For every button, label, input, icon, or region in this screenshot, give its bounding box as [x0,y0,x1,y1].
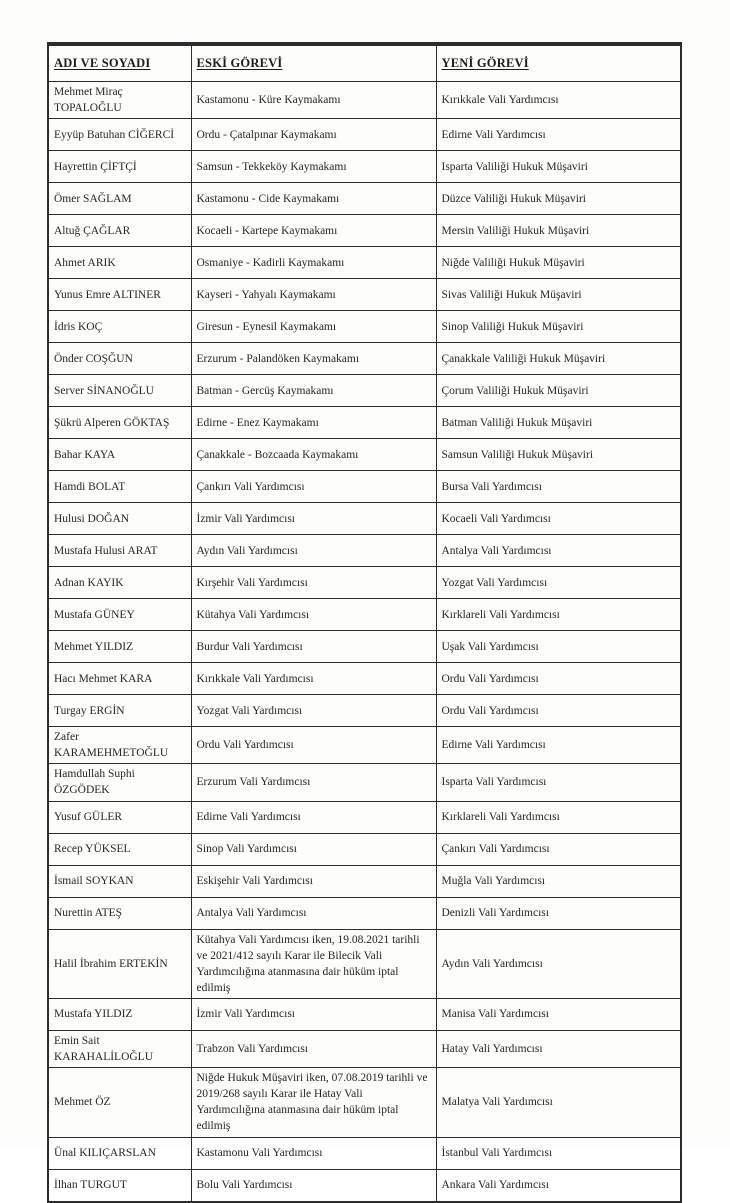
table-row [48,1068,681,1137]
name-cell: Hacı Mehmet KARA [48,663,191,695]
old-duty-cell: Çankırı Vali Yardımcısı [191,471,436,503]
header-old-duty-label: ESKİ GÖREVİ [196,56,283,70]
header-name [48,44,191,82]
new-duty-cell: Ankara Vali Yardımcısı [436,1169,681,1202]
name-cell: Hayrettin ÇİFTÇİ [48,151,191,183]
new-duty-cell: Mersin Valiliği Hukuk Müşaviri [436,215,681,247]
new-duty-cell: Aydın Vali Yardımcısı [436,929,681,998]
new-duty-cell: Hatay Vali Yardımcısı [436,1030,681,1067]
new-duty-cell: Ordu Vali Yardımcısı [436,663,681,695]
name-cell: İsmail SOYKAN [48,865,191,897]
old-duty-cell: Ordu - Çatalpınar Kaymakamı [191,119,436,151]
name-cell: Hamdullah Suphi ÖZGÖDEK [48,764,191,801]
old-duty-cell: Kütahya Vali Yardımcısı iken, 19.08.2021 tarihli ve 2021/412 sayılı Karar ile Bilecik Vali Yardımcılığına atanmasına dair hüküm iptal edilmiş [191,929,436,998]
table-row [48,833,681,865]
new-duty-cell: Samsun Valiliği Hukuk Müşaviri [436,439,681,471]
name-cell: Eyyüp Batuhan CİĞERCİ [48,119,191,151]
table-row [48,215,681,247]
table-row [48,567,681,599]
header-new-duty-label: YENİ GÖREVİ [441,56,529,70]
table-row [48,727,681,764]
name-cell: Ömer SAĞLAM [48,183,191,215]
old-duty-cell: Çanakkale - Bozcaada Kaymakamı [191,439,436,471]
new-duty-cell: Muğla Vali Yardımcısı [436,865,681,897]
old-duty-cell: Giresun - Eynesil Kaymakamı [191,311,436,343]
table-row [48,535,681,567]
new-duty-cell: Isparta Valiliği Hukuk Müşaviri [436,151,681,183]
old-duty-cell: Kastamonu - Küre Kaymakamı [191,82,436,119]
name-cell: Önder COŞĞUN [48,343,191,375]
name-cell: Ünal KILIÇARSLAN [48,1137,191,1169]
table-row [48,503,681,535]
table-row [48,151,681,183]
table-row [48,407,681,439]
table-row [48,343,681,375]
table-row [48,279,681,311]
name-cell: Şükrü Alperen GÖKTAŞ [48,407,191,439]
new-duty-cell: Kırklareli Vali Yardımcısı [436,801,681,833]
name-cell: Halil İbrahim ERTEKİN [48,929,191,998]
name-cell: Ahmet ARIK [48,247,191,279]
name-cell: Mustafa Hulusi ARAT [48,535,191,567]
header-name-label: ADI VE SOYADI [54,56,151,70]
old-duty-cell: Bolu Vali Yardımcısı [191,1169,436,1202]
old-duty-cell: Kastamonu - Cide Kaymakamı [191,183,436,215]
old-duty-cell: Niğde Hukuk Müşaviri iken, 07.08.2019 tarihli ve 2019/268 sayılı Karar ile Hatay Vali Yardımcılığına atanmasına dair hüküm iptal edilmiş [191,1068,436,1137]
old-duty-cell: Edirne - Enez Kaymakamı [191,407,436,439]
table-row [48,897,681,929]
new-duty-cell: Kocaeli Vali Yardımcısı [436,503,681,535]
new-duty-cell: Malatya Vali Yardımcısı [436,1068,681,1137]
table-row [48,695,681,727]
name-cell: Recep YÜKSEL [48,833,191,865]
name-cell: Bahar KAYA [48,439,191,471]
name-cell: Emin Sait KARAHALİLOĞLU [48,1030,191,1067]
old-duty-cell: Kastamonu Vali Yardımcısı [191,1137,436,1169]
old-duty-cell: Antalya Vali Yardımcısı [191,897,436,929]
old-duty-cell: Burdur Vali Yardımcısı [191,631,436,663]
table-row [48,631,681,663]
new-duty-cell: Çorum Valiliği Hukuk Müşaviri [436,375,681,407]
old-duty-cell: Trabzon Vali Yardımcısı [191,1030,436,1067]
old-duty-cell: Kırşehir Vali Yardımcısı [191,567,436,599]
new-duty-cell: Kırklareli Vali Yardımcısı [436,599,681,631]
table-row [48,119,681,151]
old-duty-cell: Osmaniye - Kadirli Kaymakamı [191,247,436,279]
table-row [48,929,681,998]
old-duty-cell: Kocaeli - Kartepe Kaymakamı [191,215,436,247]
name-cell: İlhan TURGUT [48,1169,191,1202]
new-duty-cell: Kırıkkale Vali Yardımcısı [436,82,681,119]
name-cell: Mehmet YILDIZ [48,631,191,663]
assignments-table [47,42,682,1203]
new-duty-cell: Sivas Valiliği Hukuk Müşaviri [436,279,681,311]
table-row [48,183,681,215]
name-cell: İdris KOÇ [48,311,191,343]
name-cell: Hamdi BOLAT [48,471,191,503]
table-row [48,82,681,119]
name-cell: Altuğ ÇAĞLAR [48,215,191,247]
table-row [48,998,681,1030]
new-duty-cell: Ordu Vali Yardımcısı [436,695,681,727]
name-cell: Mustafa GÜNEY [48,599,191,631]
name-cell: Mustafa YILDIZ [48,998,191,1030]
new-duty-cell: Uşak Vali Yardımcısı [436,631,681,663]
header-new-duty [436,44,681,82]
old-duty-cell: Edirne Vali Yardımcısı [191,801,436,833]
name-cell: Nurettin ATEŞ [48,897,191,929]
new-duty-cell: Denizli Vali Yardımcısı [436,897,681,929]
name-cell: Adnan KAYIK [48,567,191,599]
old-duty-cell: Ordu Vali Yardımcısı [191,727,436,764]
old-duty-cell: Samsun - Tekkeköy Kaymakamı [191,151,436,183]
table-row [48,471,681,503]
table-row [48,1030,681,1067]
new-duty-cell: Edirne Vali Yardımcısı [436,119,681,151]
table-row [48,1137,681,1169]
table-row [48,801,681,833]
new-duty-cell: Edirne Vali Yardımcısı [436,727,681,764]
header-old-duty [191,44,436,82]
name-cell: Turgay ERGİN [48,695,191,727]
table-row [48,1169,681,1202]
new-duty-cell: Isparta Vali Yardımcısı [436,764,681,801]
old-duty-cell: Kırıkkale Vali Yardımcısı [191,663,436,695]
old-duty-cell: Yozgat Vali Yardımcısı [191,695,436,727]
new-duty-cell: Manisa Vali Yardımcısı [436,998,681,1030]
table-row [48,764,681,801]
new-duty-cell: Batman Valiliği Hukuk Müşaviri [436,407,681,439]
old-duty-cell: Kayseri - Yahyalı Kaymakamı [191,279,436,311]
table-row [48,439,681,471]
name-cell: Mehmet Miraç TOPALOĞLU [48,82,191,119]
table-row [48,663,681,695]
table-row [48,375,681,407]
assignments-table-body [48,82,681,1202]
table-row [48,599,681,631]
new-duty-cell: Bursa Vali Yardımcısı [436,471,681,503]
name-cell: Zafer KARAMEHMETOĞLU [48,727,191,764]
name-cell: Yusuf GÜLER [48,801,191,833]
table-row [48,247,681,279]
old-duty-cell: Erzurum - Palandöken Kaymakamı [191,343,436,375]
new-duty-cell: Niğde Valiliği Hukuk Müşaviri [436,247,681,279]
old-duty-cell: Eskişehir Vali Yardımcısı [191,865,436,897]
new-duty-cell: Antalya Vali Yardımcısı [436,535,681,567]
name-cell: Hulusi DOĞAN [48,503,191,535]
old-duty-cell: Aydın Vali Yardımcısı [191,535,436,567]
name-cell: Yunus Emre ALTINER [48,279,191,311]
table-header-row [48,44,681,82]
new-duty-cell: Çanakkale Valiliği Hukuk Müşaviri [436,343,681,375]
old-duty-cell: Erzurum Vali Yardımcısı [191,764,436,801]
old-duty-cell: Batman - Gercüş Kaymakamı [191,375,436,407]
new-duty-cell: Yozgat Vali Yardımcısı [436,567,681,599]
new-duty-cell: Sinop Valiliği Hukuk Müşaviri [436,311,681,343]
new-duty-cell: Çankırı Vali Yardımcısı [436,833,681,865]
old-duty-cell: Sinop Vali Yardımcısı [191,833,436,865]
name-cell: Server SİNANOĞLU [48,375,191,407]
old-duty-cell: Kütahya Vali Yardımcısı [191,599,436,631]
old-duty-cell: İzmir Vali Yardımcısı [191,503,436,535]
new-duty-cell: İstanbul Vali Yardımcısı [436,1137,681,1169]
table-row [48,311,681,343]
old-duty-cell: İzmir Vali Yardımcısı [191,998,436,1030]
table-row [48,865,681,897]
new-duty-cell: Düzce Valiliği Hukuk Müşaviri [436,183,681,215]
name-cell: Mehmet ÖZ [48,1068,191,1137]
